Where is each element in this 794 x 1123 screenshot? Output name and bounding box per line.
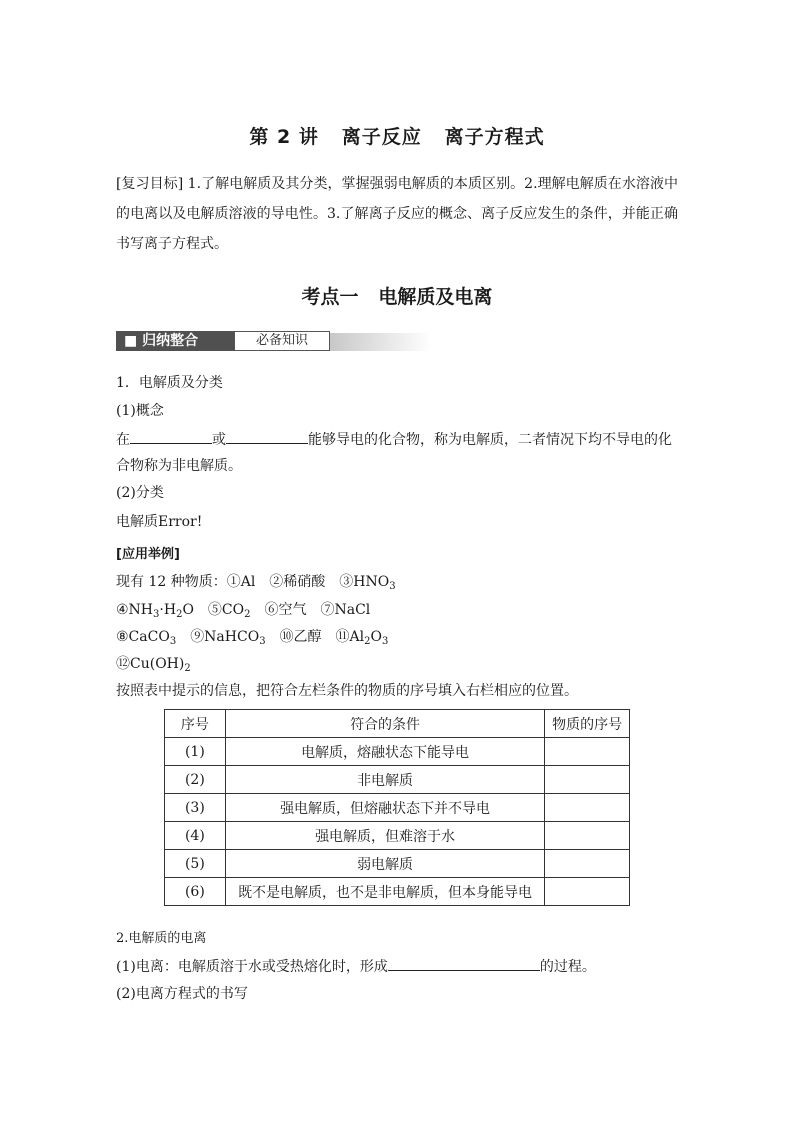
table-header-substances: 物质的序号 [545,710,630,738]
section-number: 考点一 [301,286,359,308]
table-cell-condition: 非电解质 [225,766,545,794]
table-cell-number: (1) [165,738,226,766]
section-title [0,282,794,309]
title-topic-1: 离子反应 [341,126,422,148]
fill-blank-2[interactable] [226,429,308,444]
example-instruction: 按照表中提示的信息，把符合左栏条件的物质的序号填入右栏相应的位置。 [116,683,578,699]
classify-text: 电解质Error! [116,514,203,530]
table-row [165,850,630,878]
table-cell-condition: 既不是电解质，也不是非电解质，但本身能导电 [225,878,545,906]
concept-sentence-cont: 合物称为非电解质。 [116,458,242,474]
table-cell-condition: 强电解质，但难溶于水 [225,822,545,850]
review-objectives [116,169,678,259]
table-cell-answer[interactable] [545,822,630,850]
table-cell-number: (3) [165,794,226,822]
table-cell-number: (2) [165,766,226,794]
banner-summary-label: ■ 归纳整合 [116,331,234,351]
table-cell-answer[interactable] [545,850,630,878]
equation-label: (2)电离方程式的书写 [116,986,248,1002]
table-row [165,766,630,794]
classify-label: (2)分类 [116,485,164,501]
example-intro: 现有 12 种物质：①Al ②稀硝酸 $③HNO_3$ [116,574,396,592]
concept-sentence: 在 或 能够导电的化合物，称为电解质，二者情况下均不导电的化 [116,429,672,450]
banner-gradient [330,333,432,351]
example-substances-row-4: $⑫Cu(OH)_2$ [116,656,191,674]
table-cell-answer[interactable] [545,766,630,794]
heading-electrolyte-ionization: 2.电解质的电离 [116,931,207,946]
table-cell-number: (6) [165,878,226,906]
example-heading: [应用举例] [116,547,180,562]
table-header-row [165,710,630,738]
table-row [165,822,630,850]
table-cell-answer[interactable] [545,794,630,822]
table-cell-condition: 强电解质，但熔融状态下并不导电 [225,794,545,822]
table-row [165,738,630,766]
table-header-condition: 符合的条件 [225,710,545,738]
review-tag: [复习目标] [116,176,184,192]
table-cell-answer[interactable] [545,878,630,906]
table-cell-condition: 弱电解质 [225,850,545,878]
table-cell-number: (5) [165,850,226,878]
banner-knowledge-label: 必备知识 [234,331,330,351]
section-banner [116,331,432,351]
title-topic-2: 离子方程式 [444,126,545,148]
section-name: 电解质及电离 [378,286,493,308]
example-substances-row-2: $④NH_3\cdot H_2O$ $⑤CO_2$ ⑥空气 ⑦NaCl [116,602,371,620]
review-text: 1.了解电解质及其分类，掌握强弱电解质的本质区别。2.理解电解质在水溶液中的电离以及电解质溶液的导电性。3.了解离子反应的概念、离子反应发生的条件，并能正确书写离子方程式。 [116,176,678,252]
classification-table [164,709,630,906]
concept-label: (1)概念 [116,403,164,419]
table-cell-number: (4) [165,822,226,850]
table-cell-condition: 电解质，熔融状态下能导电 [225,738,545,766]
example-substances-row-3: ⑧CaCO$_3$ ⑨NaHCO$_3$ ⑩乙醇 $⑪Al_2O_3$ [116,629,389,647]
title-lecture: 第 2 讲 [249,126,319,148]
page-title [0,122,794,149]
heading-electrolyte-classification: 1．电解质及分类 [116,375,223,391]
ionization-definition: (1)电离：电解质溶于水或受热熔化时，形成 的过程。 [116,956,596,977]
fill-blank-3[interactable] [388,956,540,971]
table-row [165,878,630,906]
fill-blank-1[interactable] [130,429,212,444]
table-row [165,794,630,822]
table-cell-answer[interactable] [545,738,630,766]
table-header-number: 序号 [165,710,226,738]
